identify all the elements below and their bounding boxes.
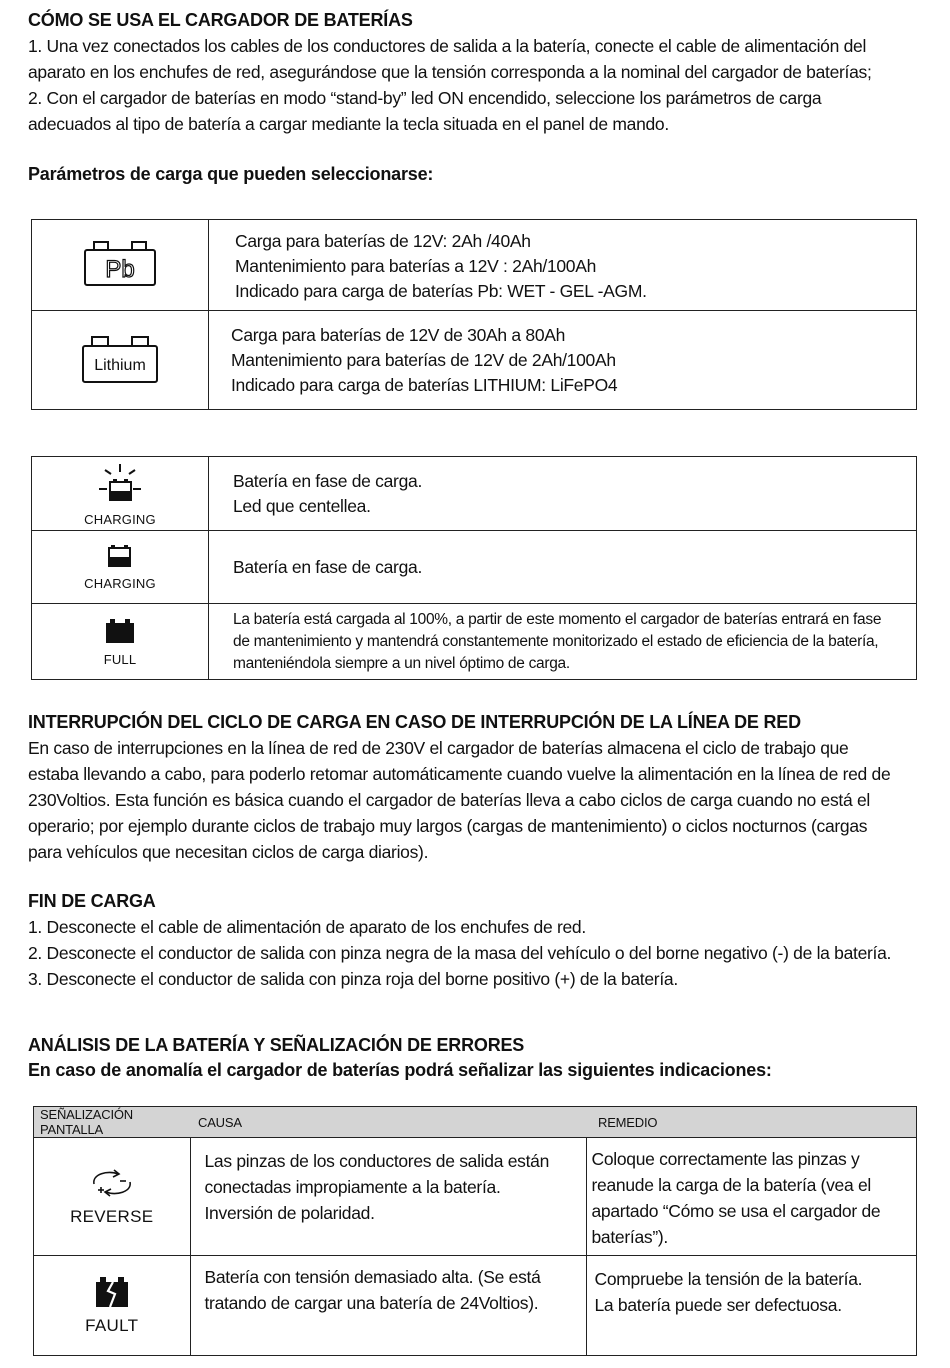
status-table — [31, 456, 917, 680]
text-line: adecuados al tipo de batería a cargar mediante la tecla situada en el panel de mando. — [28, 114, 669, 134]
battery-full-icon — [103, 617, 137, 645]
text-line: Mantenimiento para baterías de 12V de 2Ah/100Ah — [231, 349, 616, 370]
table-row — [32, 531, 917, 604]
lithium-description — [209, 311, 917, 410]
text-line: 230Voltios. Esta función es básica cuando el cargador de baterías lleva a cabo ciclos de carga cuando no está el — [28, 790, 870, 810]
pb-icon-cell — [32, 220, 209, 311]
charging-icon — [105, 543, 135, 569]
header-col2-label: CAUSA — [198, 1114, 242, 1130]
charging-blink-icon — [83, 461, 157, 505]
fault-icon-cell — [34, 1256, 191, 1356]
error-table-header — [34, 1107, 917, 1138]
section-analisis-title: ANÁLISIS DE LA BATERÍA Y SEÑALIZACIÓN DE ERRORES — [28, 1035, 525, 1055]
error-table — [33, 1106, 917, 1356]
lithium-icon-cell — [32, 311, 209, 410]
text-line: Carga para baterías de 12V: 2Ah /40Ah — [235, 230, 531, 251]
fault-remedio — [586, 1256, 917, 1356]
text-line: estaba llevando a cabo, para poderlo retomar automáticamente cuando vuelve la alimentación en la línea de red de — [28, 764, 891, 784]
reverse-label: REVERSE — [70, 1207, 154, 1226]
reverse-icon-cell — [34, 1138, 191, 1256]
section-fin-title: FIN DE CARGA — [28, 891, 156, 911]
text-line: tratando de cargar una batería de 24Voltios). — [204, 1293, 539, 1313]
text-line: baterías”). — [591, 1227, 668, 1247]
table-row — [34, 1256, 917, 1356]
text-line: Led que centellea. — [233, 495, 371, 516]
full-icon-cell — [32, 604, 209, 680]
text-line: Mantenimiento para baterías a 12V : 2Ah/100Ah — [235, 255, 597, 276]
param-table — [31, 219, 917, 410]
text-line: 1. Una vez conectados los cables de los conductores de salida a la batería, conecte el cable de alimentación del — [28, 36, 867, 56]
text-line: aparato en los enchufes de red, asegurándose que la tensión corresponda a la nominal del cargador de baterías; — [28, 62, 872, 82]
text-line: La batería está cargada al 100%, a partir de este momento el cargador de baterías entrará en fase — [233, 610, 882, 628]
pb-icon-label: Pb — [105, 255, 135, 283]
fault-label: FAULT — [85, 1316, 139, 1335]
full-label: FULL — [103, 651, 137, 667]
charging-blink-icon-cell — [32, 457, 209, 531]
text-line: reanude la carga de la batería (vea el — [591, 1175, 871, 1195]
text-line: para vehículos que necesitan ciclos de carga diarios). — [28, 842, 429, 862]
section-analisis-subtitle: En caso de anomalía el cargador de baterías podrá señalizar las siguientes indicaciones: — [28, 1060, 772, 1080]
text-line: Batería con tensión demasiado alta. (Se está — [204, 1267, 541, 1287]
text-line: 2. Con el cargador de baterías en modo “stand-by” led ON encendido, seleccione los parámetros de carga — [28, 88, 822, 108]
text-line: manteniéndola siempre a un nivel óptimo de carga. — [233, 654, 570, 672]
section-interrupcion-title: INTERRUPCIÓN DEL CICLO DE CARGA EN CASO DE INTERRUPCIÓN DE LA LÍNEA DE RED — [28, 712, 801, 732]
text-line: operario; por ejemplo durante ciclos de trabajo muy largos (cargas de mantenimiento) o ciclos nocturnos (cargas — [28, 816, 868, 836]
table-row — [32, 604, 917, 680]
header-remedio — [586, 1107, 917, 1138]
section-uso-text — [28, 33, 872, 137]
battery-fault-icon — [92, 1275, 132, 1309]
text-line: La batería puede ser defectuosa. — [594, 1295, 842, 1315]
text-line: 3. Desconecte el conductor de salida con pinza roja del borne positivo (+) de la batería. — [28, 969, 678, 989]
text-line: apartado “Cómo se usa el cargador de — [591, 1201, 881, 1221]
text-line: 2. Desconecte el conductor de salida con pinza negra de la masa del vehículo o del borne negativo (-) de la batería. — [28, 943, 892, 963]
text-line: de mantenimiento y mantendrá constantemente monitorizado el estado de eficiencia de la batería, — [233, 632, 879, 650]
section-uso-title: CÓMO SE USA EL CARGADOR DE BATERÍAS — [28, 10, 413, 30]
charging-blink-description — [209, 457, 917, 531]
charging-label: CHARGING — [84, 511, 156, 527]
text-line: En caso de interrupciones en la línea de red de 230V el cargador de baterías almacena el ciclo de trabajo que — [28, 738, 849, 758]
lithium-icon-label: Lithium — [94, 356, 146, 374]
fault-causa — [190, 1256, 586, 1356]
battery-pb-icon — [82, 238, 158, 288]
charging-description — [209, 531, 917, 604]
text-line: Indicado para carga de baterías Pb: WET - GEL -AGM. — [235, 280, 647, 301]
reverse-remedio — [586, 1138, 917, 1256]
reverse-polarity-icon — [86, 1166, 138, 1200]
table-row — [32, 457, 917, 531]
section-fin-text — [28, 914, 891, 992]
full-description — [209, 604, 917, 680]
text-line: Carga para baterías de 12V de 30Ah a 80Ah — [231, 324, 566, 345]
header-col3-label: REMEDIO — [598, 1114, 658, 1130]
text-line: Coloque correctamente las pinzas y — [591, 1149, 860, 1169]
table-row — [34, 1138, 917, 1256]
text-line: Batería en fase de carga. — [233, 556, 423, 577]
table-row — [32, 220, 917, 311]
text-line: Compruebe la tensión de la batería. — [594, 1269, 863, 1289]
charging-label: CHARGING — [84, 576, 156, 591]
text-line: conectadas impropiamente a la batería. — [204, 1177, 501, 1197]
text-line: Las pinzas de los conductores de salida están — [204, 1151, 550, 1171]
parametros-heading: Parámetros de carga que pueden seleccionarse: — [28, 164, 434, 184]
table-row — [32, 311, 917, 410]
header-senalizacion — [34, 1107, 191, 1138]
section-interrupcion-text — [28, 735, 890, 865]
text-line: 1. Desconecte el cable de alimentación de aparato de los enchufes de red. — [28, 917, 586, 937]
text-line: Batería en fase de carga. — [233, 470, 423, 491]
header-causa — [190, 1107, 586, 1138]
battery-lithium-icon — [80, 332, 160, 384]
pb-description — [209, 220, 917, 311]
charging-icon-cell — [32, 531, 209, 604]
header-col1-label: SEÑALIZACIÓN PANTALLA — [40, 1107, 133, 1137]
text-line: Inversión de polaridad. — [204, 1203, 375, 1223]
text-line: Indicado para carga de baterías LITHIUM: LiFePO4 — [231, 374, 618, 395]
reverse-causa — [190, 1138, 586, 1256]
